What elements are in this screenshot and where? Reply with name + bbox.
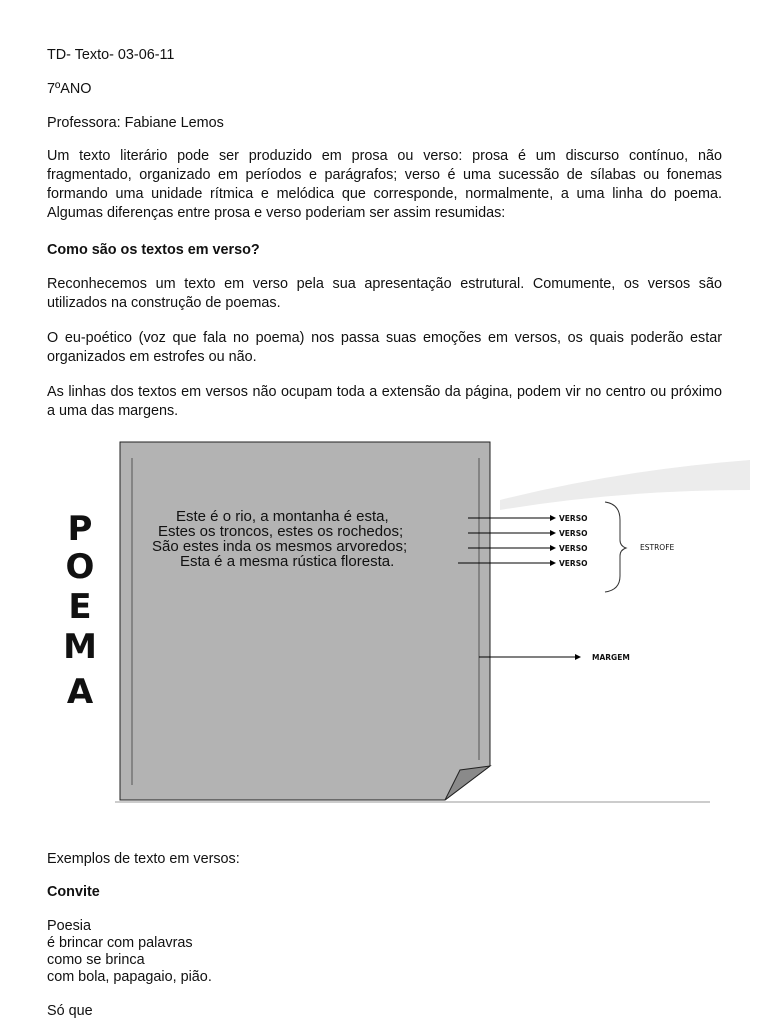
verse-label: VERSO [559, 559, 588, 568]
stanza-label: ESTROFE [640, 543, 675, 552]
poem-line: Poesia [47, 918, 92, 934]
example-title: Convite [47, 884, 100, 900]
poem-structure-figure [60, 430, 750, 810]
letter-m: M [63, 627, 97, 667]
paragraph-structure: Reconhecemos um texto em verso pela sua apresentação estrutural. Comumente, os versos são utilizados na construção de poemas. [47, 276, 722, 311]
grade-label: 7ºANO [47, 81, 92, 97]
letter-a: A [66, 672, 94, 712]
verse-label: VERSO [559, 544, 588, 553]
document-title: TD- Texto- 03-06-11 [47, 47, 175, 63]
letter-p: P [67, 509, 93, 549]
verse-line: Esta é a mesma rústica floresta. [180, 553, 395, 570]
poem-line: Só que [47, 1003, 93, 1019]
poem-line: é brincar com palavras [47, 935, 193, 951]
teacher-name: Professora: Fabiane Lemos [47, 115, 224, 131]
page-shape [120, 442, 490, 800]
verse-line: Este é o rio, a montanha é esta, [176, 508, 389, 525]
swoosh-decoration [500, 460, 750, 510]
poem-page-illustration [60, 430, 750, 810]
paragraph-margins: As linhas dos textos em versos não ocupam toda a extensão da página, podem vir no centro ou próximo a uma das margens. [47, 384, 722, 419]
intro-paragraph: Um texto literário pode ser produzido em prosa ou verso: prosa é um discurso contínuo, não fragmentado, organizado em períodos e parágrafos; verso é uma sucessão de sílabas ou fonemas formando uma unidade rítmica e melódica que corresponde, normalmente, a uma linha do poema. Algumas diferenças entre prosa e verso poderiam ser assim resumidas: [47, 148, 722, 221]
section-heading: Como são os textos em verso? [47, 242, 260, 258]
margin-label: MARGEM [592, 653, 630, 662]
letter-o: O [65, 547, 95, 587]
examples-intro: Exemplos de texto em versos: [47, 851, 240, 867]
verse-label: VERSO [559, 514, 588, 523]
verse-label: VERSO [559, 529, 588, 538]
poem-line: com bola, papagaio, pião. [47, 969, 212, 985]
paragraph-eu-poetico: O eu-poético (voz que fala no poema) nos passa suas emoções em versos, os quais poderão estar organizados em estrofes ou não. [47, 330, 722, 365]
verse-line: São estes inda os mesmos arvoredos; [152, 538, 408, 555]
stanza-brace [605, 502, 626, 592]
letter-e: E [68, 587, 92, 627]
poem-line: como se brinca [47, 952, 145, 968]
verse-line: Estes os troncos, estes os rochedos; [158, 523, 404, 540]
